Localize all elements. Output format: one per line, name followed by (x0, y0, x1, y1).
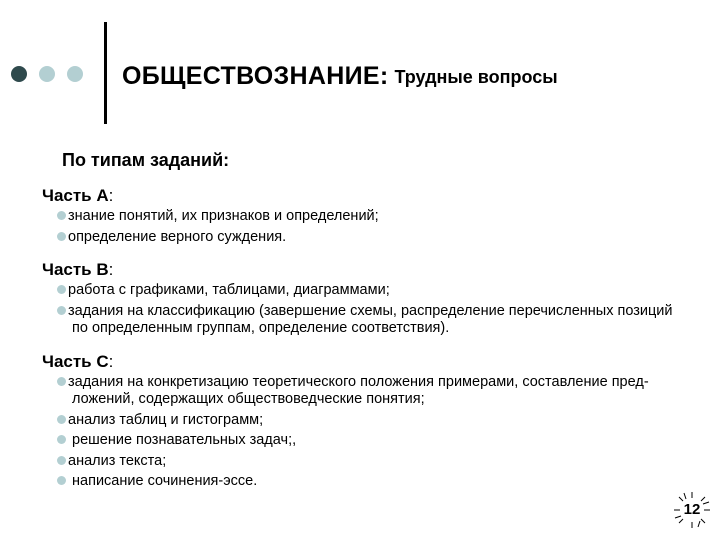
part-title: Часть С: (42, 351, 114, 371)
page-number-badge (672, 490, 712, 530)
dot-light-2 (67, 66, 83, 82)
bullet-icon (57, 285, 66, 294)
bullet-icon (57, 435, 66, 444)
bullet-icon (57, 306, 66, 315)
list-item: задания на конкретизацию теоретического положения примерами, составление пред-ложений, содержащих обществоведческие понятия; (42, 374, 682, 409)
list-item: решение познавательных задач;, (42, 432, 682, 450)
bullet-icon (57, 415, 66, 424)
list-item: знание понятий, их признаков и определений; (42, 208, 682, 226)
content-area (42, 186, 682, 505)
bullet-icon (57, 456, 66, 465)
title-subtitle: Трудные вопросы (394, 67, 558, 87)
part-b (42, 260, 682, 338)
list-item: написание сочинения-эссе. (42, 473, 682, 491)
part-a (42, 186, 682, 246)
dot-light-1 (39, 66, 55, 82)
decorative-dots (11, 66, 83, 82)
header-divider (104, 22, 107, 124)
list-item: анализ таблиц и гистограмм; (42, 412, 682, 430)
bullet-icon (57, 211, 66, 220)
part-title: Часть В: (42, 260, 114, 279)
list-item: задания на классификацию (завершение схемы, распределение перечисленных позиций по определенным группам, определение соответствия). (42, 303, 682, 338)
bullet-icon (57, 377, 66, 386)
page-number: 12 (683, 501, 701, 518)
bullet-icon (57, 232, 66, 241)
slide-title (122, 62, 558, 91)
part-title: Часть А: (42, 186, 114, 205)
section-title: По типам заданий: (62, 150, 230, 170)
part-c (42, 352, 682, 491)
list-item: определение верного суждения. (42, 229, 682, 247)
title-main: ОБЩЕСТВОЗНАНИЕ: (122, 62, 389, 90)
list-item: анализ текста; (42, 453, 682, 471)
dot-dark (11, 66, 27, 82)
bullet-icon (57, 476, 66, 485)
list-item: работа с графиками, таблицами, диаграммами; (42, 282, 682, 300)
